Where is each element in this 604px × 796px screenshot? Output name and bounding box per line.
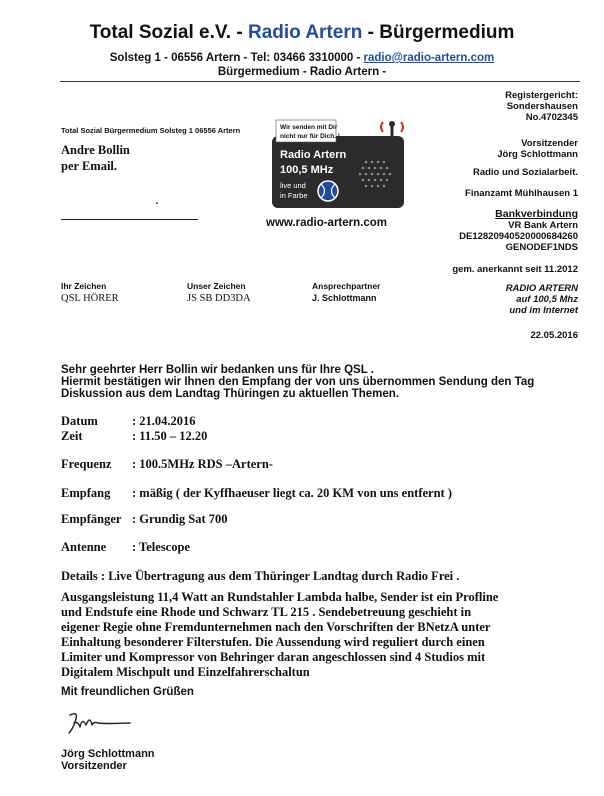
medium-name: Bürgermedium	[379, 22, 515, 43]
sender-return-address: Total Sozial Bürgermedium Solsteg 1 06556 Artern	[61, 126, 241, 135]
time-label: Zeit	[61, 429, 83, 443]
letter-date: 22.05.2016	[530, 330, 578, 341]
greeting-line-2: Hiermit bestätigen wir Ihnen den Empfang der von uns übernommen Sendung den Tag	[61, 376, 535, 388]
tagline-line-2: nicht nur für Dich..!	[280, 133, 340, 140]
time-value: : 11.50 – 12.20	[132, 429, 208, 443]
station-name: Radio Artern	[247, 22, 363, 43]
signer-name: Jörg Schlottmann	[61, 748, 155, 760]
date-label: Datum	[61, 414, 98, 428]
register-label: Registergericht:	[505, 90, 578, 101]
our-reference-value: JS SB DD3DA	[187, 293, 251, 304]
logo-live-line-1: live und	[280, 181, 306, 190]
register-block	[505, 90, 578, 123]
bic: GENODEF1NDS	[505, 242, 578, 253]
details-line: Details : Live Übertragung aus dem Thüringer Landtag durch Radio Frei .	[61, 569, 460, 583]
contact-person-value: J. Schlottmann	[312, 293, 377, 303]
closing-phrase: Mit freundlichen Grüßen	[61, 686, 194, 698]
radio-logo	[268, 118, 408, 210]
station-line-1: RADIO ARTERN	[505, 283, 578, 294]
frequency-value: : 100.5MHz RDS –Artern-	[132, 457, 273, 471]
email-link[interactable]: radio@radio-artern.com	[363, 52, 495, 64]
station-line-2: auf 100,5 Mhz	[516, 294, 578, 305]
contact-person-label: Ansprechpartner	[312, 281, 381, 291]
bank-label: Bankverbindung	[495, 208, 578, 220]
contact-address-phone: Solsteg 1 - 06556 Artern - Tel: 03466 3310000 -	[109, 52, 364, 64]
recipient-block	[61, 142, 130, 174]
signer-block	[61, 748, 155, 772]
tax-office: Finanzamt Mühlhausen 1	[465, 188, 578, 199]
greeting-line-3: Diskussion aus dem Landtag Thüringen zu aktuellen Themen.	[61, 388, 400, 400]
greeting-paragraph	[61, 364, 534, 400]
recognized-since: gem. anerkannt seit 11.2012	[452, 264, 578, 275]
title-separator: -	[231, 22, 248, 43]
bank-name: VR Bank Artern	[508, 220, 578, 231]
bank-block	[459, 209, 578, 253]
chair-block	[497, 138, 578, 160]
logo-station: Radio Artern	[280, 149, 347, 161]
signer-title: Vorsitzender	[61, 760, 127, 772]
logo-frequency: 100,5 MHz	[280, 164, 334, 176]
chair-name: Jörg Schlottmann	[497, 149, 578, 160]
org-name: Total Sozial e.V.	[89, 22, 232, 43]
header-divider	[60, 81, 580, 82]
antenna-label: Antenne	[61, 540, 107, 554]
technical-description: Ausgangsleistung 11,4 Watt an Rundstahler Lambda halbe, Sender ist ein Profline und Endstufe eine Rhode und Schwarz TL 215 . Sendebetreuung geschieht in eigener Regie ohne Fremdunternehmen nach den Vorschriften der BNetzA unter Einhaltung besonderer Filterstufen. Die Aussendung wird reguliert durch einen Limiter und Kompressor von Behringer daran angeschlossen sind 4 Studios mit Digitalem Mischpult und Einzelfahrerschaltun	[61, 590, 499, 679]
recipient-name: Andre Bollin	[61, 143, 130, 157]
reception-value: : mäßig ( der Kyffhaeuser liegt ca. 20 KM von uns entfernt )	[132, 486, 452, 500]
reception-label: Empfang	[61, 486, 111, 500]
greeting-line-1: Sehr geehrter Herr Bollin wir bedanken uns für Ihre QSL .	[61, 364, 374, 376]
antenna-tip	[389, 121, 395, 127]
letterhead-contact	[0, 52, 604, 64]
your-reference-label: Ihr Zeichen	[61, 281, 107, 291]
work-description: Radio und Sozialarbeit.	[472, 167, 578, 178]
receiver-value: : Grundig Sat 700	[132, 512, 228, 526]
register-court: Sondershausen	[506, 101, 578, 112]
logo-live-line-2: in Farbe	[280, 191, 308, 200]
recipient-via: per Email.	[61, 159, 118, 173]
speck	[156, 202, 158, 204]
title-separator: -	[362, 22, 380, 43]
letterhead-subtitle: Bürgermedium - Radio Artern -	[217, 66, 387, 78]
iban: DE12820940520000684260	[459, 231, 578, 242]
logo-url[interactable]: www.radio-artern.com	[266, 217, 387, 229]
antenna-value: : Telescope	[132, 540, 190, 554]
tagline-line-1: Wir senden mit Dir	[280, 124, 338, 131]
register-number: No.4702345	[525, 112, 578, 123]
station-line-3: und im Internet	[509, 305, 578, 316]
chair-label: Vorsitzender	[521, 138, 578, 149]
your-reference-value: QSL HÖRER	[61, 293, 119, 304]
our-reference-label: Unser Zeichen	[187, 281, 246, 291]
handwritten-signature	[64, 707, 134, 737]
letterhead-title	[0, 22, 604, 44]
receiver-label: Empfänger	[61, 512, 122, 526]
station-block	[506, 283, 578, 316]
frequency-label: Frequenz	[61, 457, 112, 471]
address-underline	[61, 219, 198, 220]
date-value: : 21.04.2016	[132, 414, 196, 428]
